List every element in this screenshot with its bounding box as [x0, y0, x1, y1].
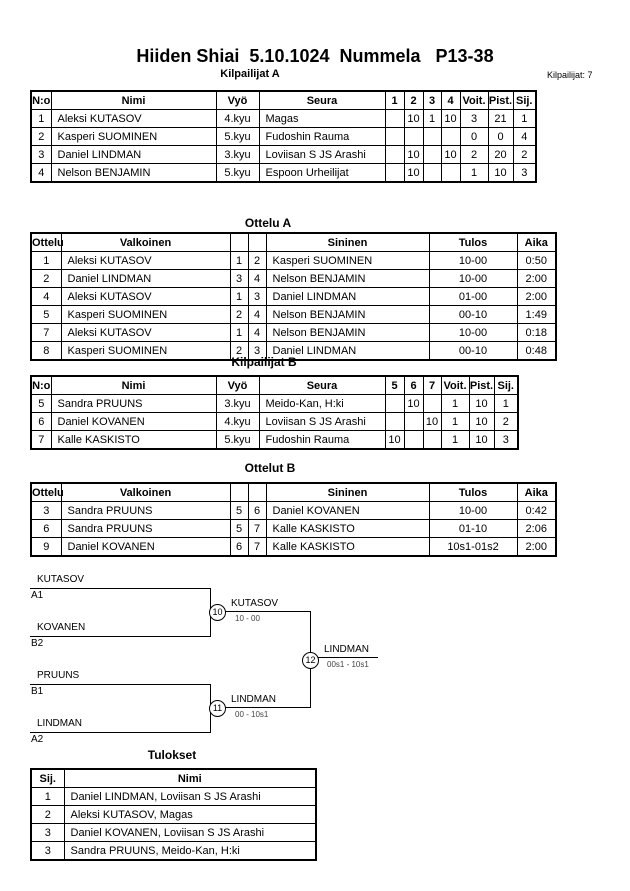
- table-row: [31, 128, 536, 146]
- blue-name-cell: Kalle KASKISTO: [266, 520, 429, 538]
- place-cell: 1: [31, 788, 64, 806]
- white-name-cell: Kasperi SUOMINEN: [61, 306, 230, 324]
- table-row: [31, 413, 518, 431]
- score-cell: [385, 164, 404, 183]
- result-cell: 00-10: [429, 306, 517, 324]
- blue-no-cell: 4: [248, 324, 266, 342]
- white-no-cell: 5: [230, 520, 248, 538]
- competitor-belt: 5.kyu: [216, 128, 259, 146]
- bracket-slot-line: [30, 588, 210, 589]
- col-header-m1: 5: [385, 376, 404, 395]
- competitor-belt: 5.kyu: [216, 164, 259, 183]
- matches-a-header-row: [31, 233, 556, 252]
- competitor-belt: 4.kyu: [216, 110, 259, 128]
- match-no-cell: 2: [31, 270, 61, 288]
- result-cell: 10s1-01s2: [429, 538, 517, 557]
- col-header-white: Valkoinen: [61, 233, 230, 252]
- white-name-cell: Aleksi KUTASOV: [61, 252, 230, 270]
- score-cell: [404, 431, 423, 450]
- points-cell: 10: [469, 413, 494, 431]
- table-row: [31, 502, 556, 520]
- points-cell: 0: [488, 128, 513, 146]
- score-cell: 10: [423, 413, 441, 431]
- white-no-cell: 1: [230, 252, 248, 270]
- pool-b-table: [30, 375, 519, 450]
- col-header-result: Tulos: [429, 233, 517, 252]
- col-header-blue: Sininen: [266, 233, 429, 252]
- bracket-winner-line: [310, 657, 378, 658]
- white-no-cell: 1: [230, 288, 248, 306]
- score-cell: [441, 164, 460, 183]
- table-row: [31, 842, 316, 861]
- score-cell: [385, 146, 404, 164]
- competitor-club: Espoon Urheilijat: [259, 164, 385, 183]
- result-name-cell: Sandra PRUUNS, Meido-Kan, H:ki: [64, 842, 316, 861]
- col-header-name: Nimi: [64, 769, 316, 788]
- competitors-count: Kilpailijat: 7: [547, 70, 593, 80]
- table-row: [31, 788, 316, 806]
- match-node: 12: [302, 652, 319, 669]
- competitor-belt: 3.kyu: [216, 395, 259, 413]
- score-cell: 10: [404, 395, 423, 413]
- place-cell: 2: [513, 146, 536, 164]
- col-header-white-no: [230, 233, 248, 252]
- bracket-score: 00s1 - 10s1: [327, 660, 369, 669]
- col-header-belt: Vyö: [216, 376, 259, 395]
- bracket-slot-line: [30, 684, 210, 685]
- score-cell: [423, 395, 441, 413]
- pool-b-title: Kilpailijat B: [231, 355, 297, 369]
- bracket-winner-name: KUTASOV: [231, 598, 279, 609]
- matches-b-header-row: [31, 483, 556, 502]
- col-header-time: Aika: [517, 483, 556, 502]
- points-cell: 10: [488, 164, 513, 183]
- competitor-belt: 4.kyu: [216, 413, 259, 431]
- blue-name-cell: Daniel LINDMAN: [266, 288, 429, 306]
- white-name-cell: Aleksi KUTASOV: [61, 324, 230, 342]
- results-header-row: [31, 769, 316, 788]
- points-cell: 21: [488, 110, 513, 128]
- result-cell: 10-00: [429, 502, 517, 520]
- bracket-slot-line: [30, 732, 210, 733]
- bracket-slot-name: PRUUNS: [37, 670, 80, 681]
- time-cell: 0:42: [517, 502, 556, 520]
- time-cell: 2:06: [517, 520, 556, 538]
- wins-cell: 0: [460, 128, 488, 146]
- bracket-seed-label: A2: [31, 734, 44, 745]
- col-header-time: Aika: [517, 233, 556, 252]
- col-header-m3: 7: [423, 376, 441, 395]
- col-header-white-no: [230, 483, 248, 502]
- blue-no-cell: 3: [248, 288, 266, 306]
- bracket-seed-label: B2: [31, 638, 44, 649]
- blue-no-cell: 6: [248, 502, 266, 520]
- col-header-match: Ottelu: [31, 233, 61, 252]
- score-cell: 1: [423, 110, 441, 128]
- table-row: [31, 146, 536, 164]
- col-header-result: Tulos: [429, 483, 517, 502]
- white-no-cell: 2: [230, 342, 248, 361]
- table-row: [31, 824, 316, 842]
- blue-no-cell: 4: [248, 306, 266, 324]
- table-row: [31, 288, 556, 306]
- competitor-club: Magas: [259, 110, 385, 128]
- competitor-no: 4: [31, 164, 51, 183]
- time-cell: 0:18: [517, 324, 556, 342]
- table-row: [31, 306, 556, 324]
- wins-cell: 1: [441, 395, 469, 413]
- blue-name-cell: Daniel LINDMAN: [266, 342, 429, 361]
- bracket-slot-name: KOVANEN: [37, 622, 86, 633]
- results-table: [30, 768, 317, 861]
- competitor-name: Sandra PRUUNS: [51, 395, 216, 413]
- competitor-name: Daniel KOVANEN: [51, 413, 216, 431]
- score-cell: [404, 413, 423, 431]
- points-cell: 10: [469, 395, 494, 413]
- white-no-cell: 3: [230, 270, 248, 288]
- competitor-name: Aleksi KUTASOV: [51, 110, 216, 128]
- result-name-cell: Daniel KOVANEN, Loviisan S JS Arashi: [64, 824, 316, 842]
- col-header-white: Valkoinen: [61, 483, 230, 502]
- competitor-name: Nelson BENJAMIN: [51, 164, 216, 183]
- place-cell: 3: [31, 842, 64, 861]
- col-header-no: N:o: [31, 91, 51, 110]
- table-row: [31, 806, 316, 824]
- col-header-club: Seura: [259, 91, 385, 110]
- wins-cell: 2: [460, 146, 488, 164]
- match-no-cell: 1: [31, 252, 61, 270]
- col-header-wins: Voit.: [441, 376, 469, 395]
- table-row: [31, 110, 536, 128]
- blue-no-cell: 3: [248, 342, 266, 361]
- col-header-m4: 4: [441, 91, 460, 110]
- bracket-seed-label: B1: [31, 686, 44, 697]
- score-cell: [423, 431, 441, 450]
- result-cell: 10-00: [429, 324, 517, 342]
- competitor-no: 1: [31, 110, 51, 128]
- competitor-belt: 3.kyu: [216, 146, 259, 164]
- place-cell: 3: [513, 164, 536, 183]
- time-cell: 2:00: [517, 270, 556, 288]
- white-name-cell: Sandra PRUUNS: [61, 520, 230, 538]
- time-cell: 2:00: [517, 288, 556, 306]
- result-cell: 01-00: [429, 288, 517, 306]
- match-no-cell: 4: [31, 288, 61, 306]
- pool-a-header-row: [31, 91, 536, 110]
- competitor-no: 6: [31, 413, 51, 431]
- score-cell: [423, 146, 441, 164]
- match-no-cell: 9: [31, 538, 61, 557]
- competitor-no: 7: [31, 431, 51, 450]
- table-row: [31, 252, 556, 270]
- time-cell: 1:49: [517, 306, 556, 324]
- col-header-blue-no: [248, 233, 266, 252]
- matches-b-table: [30, 482, 557, 557]
- match-no-cell: 6: [31, 520, 61, 538]
- time-cell: 0:48: [517, 342, 556, 361]
- blue-name-cell: Nelson BENJAMIN: [266, 270, 429, 288]
- result-cell: 10-00: [429, 252, 517, 270]
- white-name-cell: Sandra PRUUNS: [61, 502, 230, 520]
- match-no-cell: 3: [31, 502, 61, 520]
- competitor-club: Loviisan S JS Arashi: [259, 413, 385, 431]
- competitor-name: Daniel LINDMAN: [51, 146, 216, 164]
- points-cell: 20: [488, 146, 513, 164]
- match-no-cell: 5: [31, 306, 61, 324]
- bracket-score: 10 - 00: [235, 614, 260, 623]
- bracket-winner-name: LINDMAN: [231, 694, 277, 705]
- col-header-points: Pist.: [469, 376, 494, 395]
- match-no-cell: 7: [31, 324, 61, 342]
- col-header-place: Sij.: [31, 769, 64, 788]
- results-title: Tulokset: [147, 748, 197, 762]
- col-header-no: N:o: [31, 376, 51, 395]
- match-node: 11: [209, 700, 226, 717]
- competitor-no: 5: [31, 395, 51, 413]
- score-cell: [385, 110, 404, 128]
- score-cell: 10: [441, 146, 460, 164]
- white-name-cell: Daniel KOVANEN: [61, 538, 230, 557]
- table-row: [31, 270, 556, 288]
- blue-name-cell: Nelson BENJAMIN: [266, 324, 429, 342]
- score-cell: [404, 128, 423, 146]
- col-header-m2: 2: [404, 91, 423, 110]
- col-header-place: Sij.: [494, 376, 518, 395]
- matches-a-title: Ottelu A: [244, 216, 292, 230]
- place-cell: 2: [31, 806, 64, 824]
- col-header-m1: 1: [385, 91, 404, 110]
- bracket-seed-label: A1: [31, 590, 44, 601]
- col-header-place: Sij.: [513, 91, 536, 110]
- blue-name-cell: Daniel KOVANEN: [266, 502, 429, 520]
- place-cell: 3: [494, 431, 518, 450]
- competitor-name: Kasperi SUOMINEN: [51, 128, 216, 146]
- score-cell: 10: [404, 146, 423, 164]
- result-name-cell: Aleksi KUTASOV, Magas: [64, 806, 316, 824]
- col-header-club: Seura: [259, 376, 385, 395]
- time-cell: 2:00: [517, 538, 556, 557]
- place-cell: 2: [494, 413, 518, 431]
- col-header-points: Pist.: [488, 91, 513, 110]
- competitor-no: 2: [31, 128, 51, 146]
- time-cell: 0:50: [517, 252, 556, 270]
- competitor-name: Kalle KASKISTO: [51, 431, 216, 450]
- table-row: [31, 431, 518, 450]
- matches-b-title: Ottelut B: [244, 461, 296, 475]
- col-header-blue-no: [248, 483, 266, 502]
- white-no-cell: 5: [230, 502, 248, 520]
- table-row: [31, 164, 536, 183]
- matches-a-table: [30, 232, 557, 361]
- result-cell: 01-10: [429, 520, 517, 538]
- competitor-no: 3: [31, 146, 51, 164]
- bracket-winner-name: LINDMAN: [324, 644, 370, 655]
- table-row: [31, 538, 556, 557]
- score-cell: [385, 413, 404, 431]
- score-cell: [441, 128, 460, 146]
- score-cell: 10: [404, 110, 423, 128]
- col-header-belt: Vyö: [216, 91, 259, 110]
- score-cell: 10: [441, 110, 460, 128]
- result-cell: 10-00: [429, 270, 517, 288]
- col-header-blue: Sininen: [266, 483, 429, 502]
- wins-cell: 3: [460, 110, 488, 128]
- pool-b-header-row: [31, 376, 518, 395]
- match-no-cell: 8: [31, 342, 61, 361]
- blue-no-cell: 4: [248, 270, 266, 288]
- score-cell: 10: [404, 164, 423, 183]
- points-cell: 10: [469, 431, 494, 450]
- competitor-club: Fudoshin Rauma: [259, 128, 385, 146]
- table-row: [31, 395, 518, 413]
- bracket-slot-line: [30, 636, 210, 637]
- bracket-slot-name: LINDMAN: [37, 718, 83, 729]
- result-name-cell: Daniel LINDMAN, Loviisan S JS Arashi: [64, 788, 316, 806]
- score-cell: [385, 128, 404, 146]
- pool-a-title: Kilpailijat A: [220, 68, 280, 80]
- competitor-belt: 5.kyu: [216, 431, 259, 450]
- score-cell: [385, 395, 404, 413]
- competitor-club: Meido-Kan, H:ki: [259, 395, 385, 413]
- bracket-slot-name: KUTASOV: [37, 574, 85, 585]
- score-cell: [423, 128, 441, 146]
- page-title: Hiiden Shiai 5.10.1024 Nummela P13-38: [136, 46, 494, 66]
- result-cell: 00-10: [429, 342, 517, 361]
- bracket-score: 00 - 10s1: [235, 710, 269, 719]
- col-header-wins: Voit.: [460, 91, 488, 110]
- white-no-cell: 6: [230, 538, 248, 557]
- competitor-club: Loviisan S JS Arashi: [259, 146, 385, 164]
- white-name-cell: Aleksi KUTASOV: [61, 288, 230, 306]
- table-row: [31, 324, 556, 342]
- table-row: [31, 520, 556, 538]
- place-cell: 1: [513, 110, 536, 128]
- match-node: 10: [209, 604, 226, 621]
- blue-no-cell: 7: [248, 520, 266, 538]
- white-name-cell: Kasperi SUOMINEN: [61, 342, 230, 361]
- place-cell: 4: [513, 128, 536, 146]
- score-cell: [423, 164, 441, 183]
- white-name-cell: Daniel LINDMAN: [61, 270, 230, 288]
- col-header-name: Nimi: [51, 91, 216, 110]
- white-no-cell: 1: [230, 324, 248, 342]
- score-cell: 10: [385, 431, 404, 450]
- white-no-cell: 2: [230, 306, 248, 324]
- pool-a-table: [30, 90, 537, 183]
- place-cell: 1: [494, 395, 518, 413]
- col-header-name: Nimi: [51, 376, 216, 395]
- blue-no-cell: 7: [248, 538, 266, 557]
- blue-no-cell: 2: [248, 252, 266, 270]
- competitor-club: Fudoshin Rauma: [259, 431, 385, 450]
- wins-cell: 1: [460, 164, 488, 183]
- blue-name-cell: Kasperi SUOMINEN: [266, 252, 429, 270]
- wins-cell: 1: [441, 431, 469, 450]
- col-header-match: Ottelu: [31, 483, 61, 502]
- blue-name-cell: Nelson BENJAMIN: [266, 306, 429, 324]
- wins-cell: 1: [441, 413, 469, 431]
- place-cell: 3: [31, 824, 64, 842]
- col-header-m2: 6: [404, 376, 423, 395]
- blue-name-cell: Kalle KASKISTO: [266, 538, 429, 557]
- col-header-m3: 3: [423, 91, 441, 110]
